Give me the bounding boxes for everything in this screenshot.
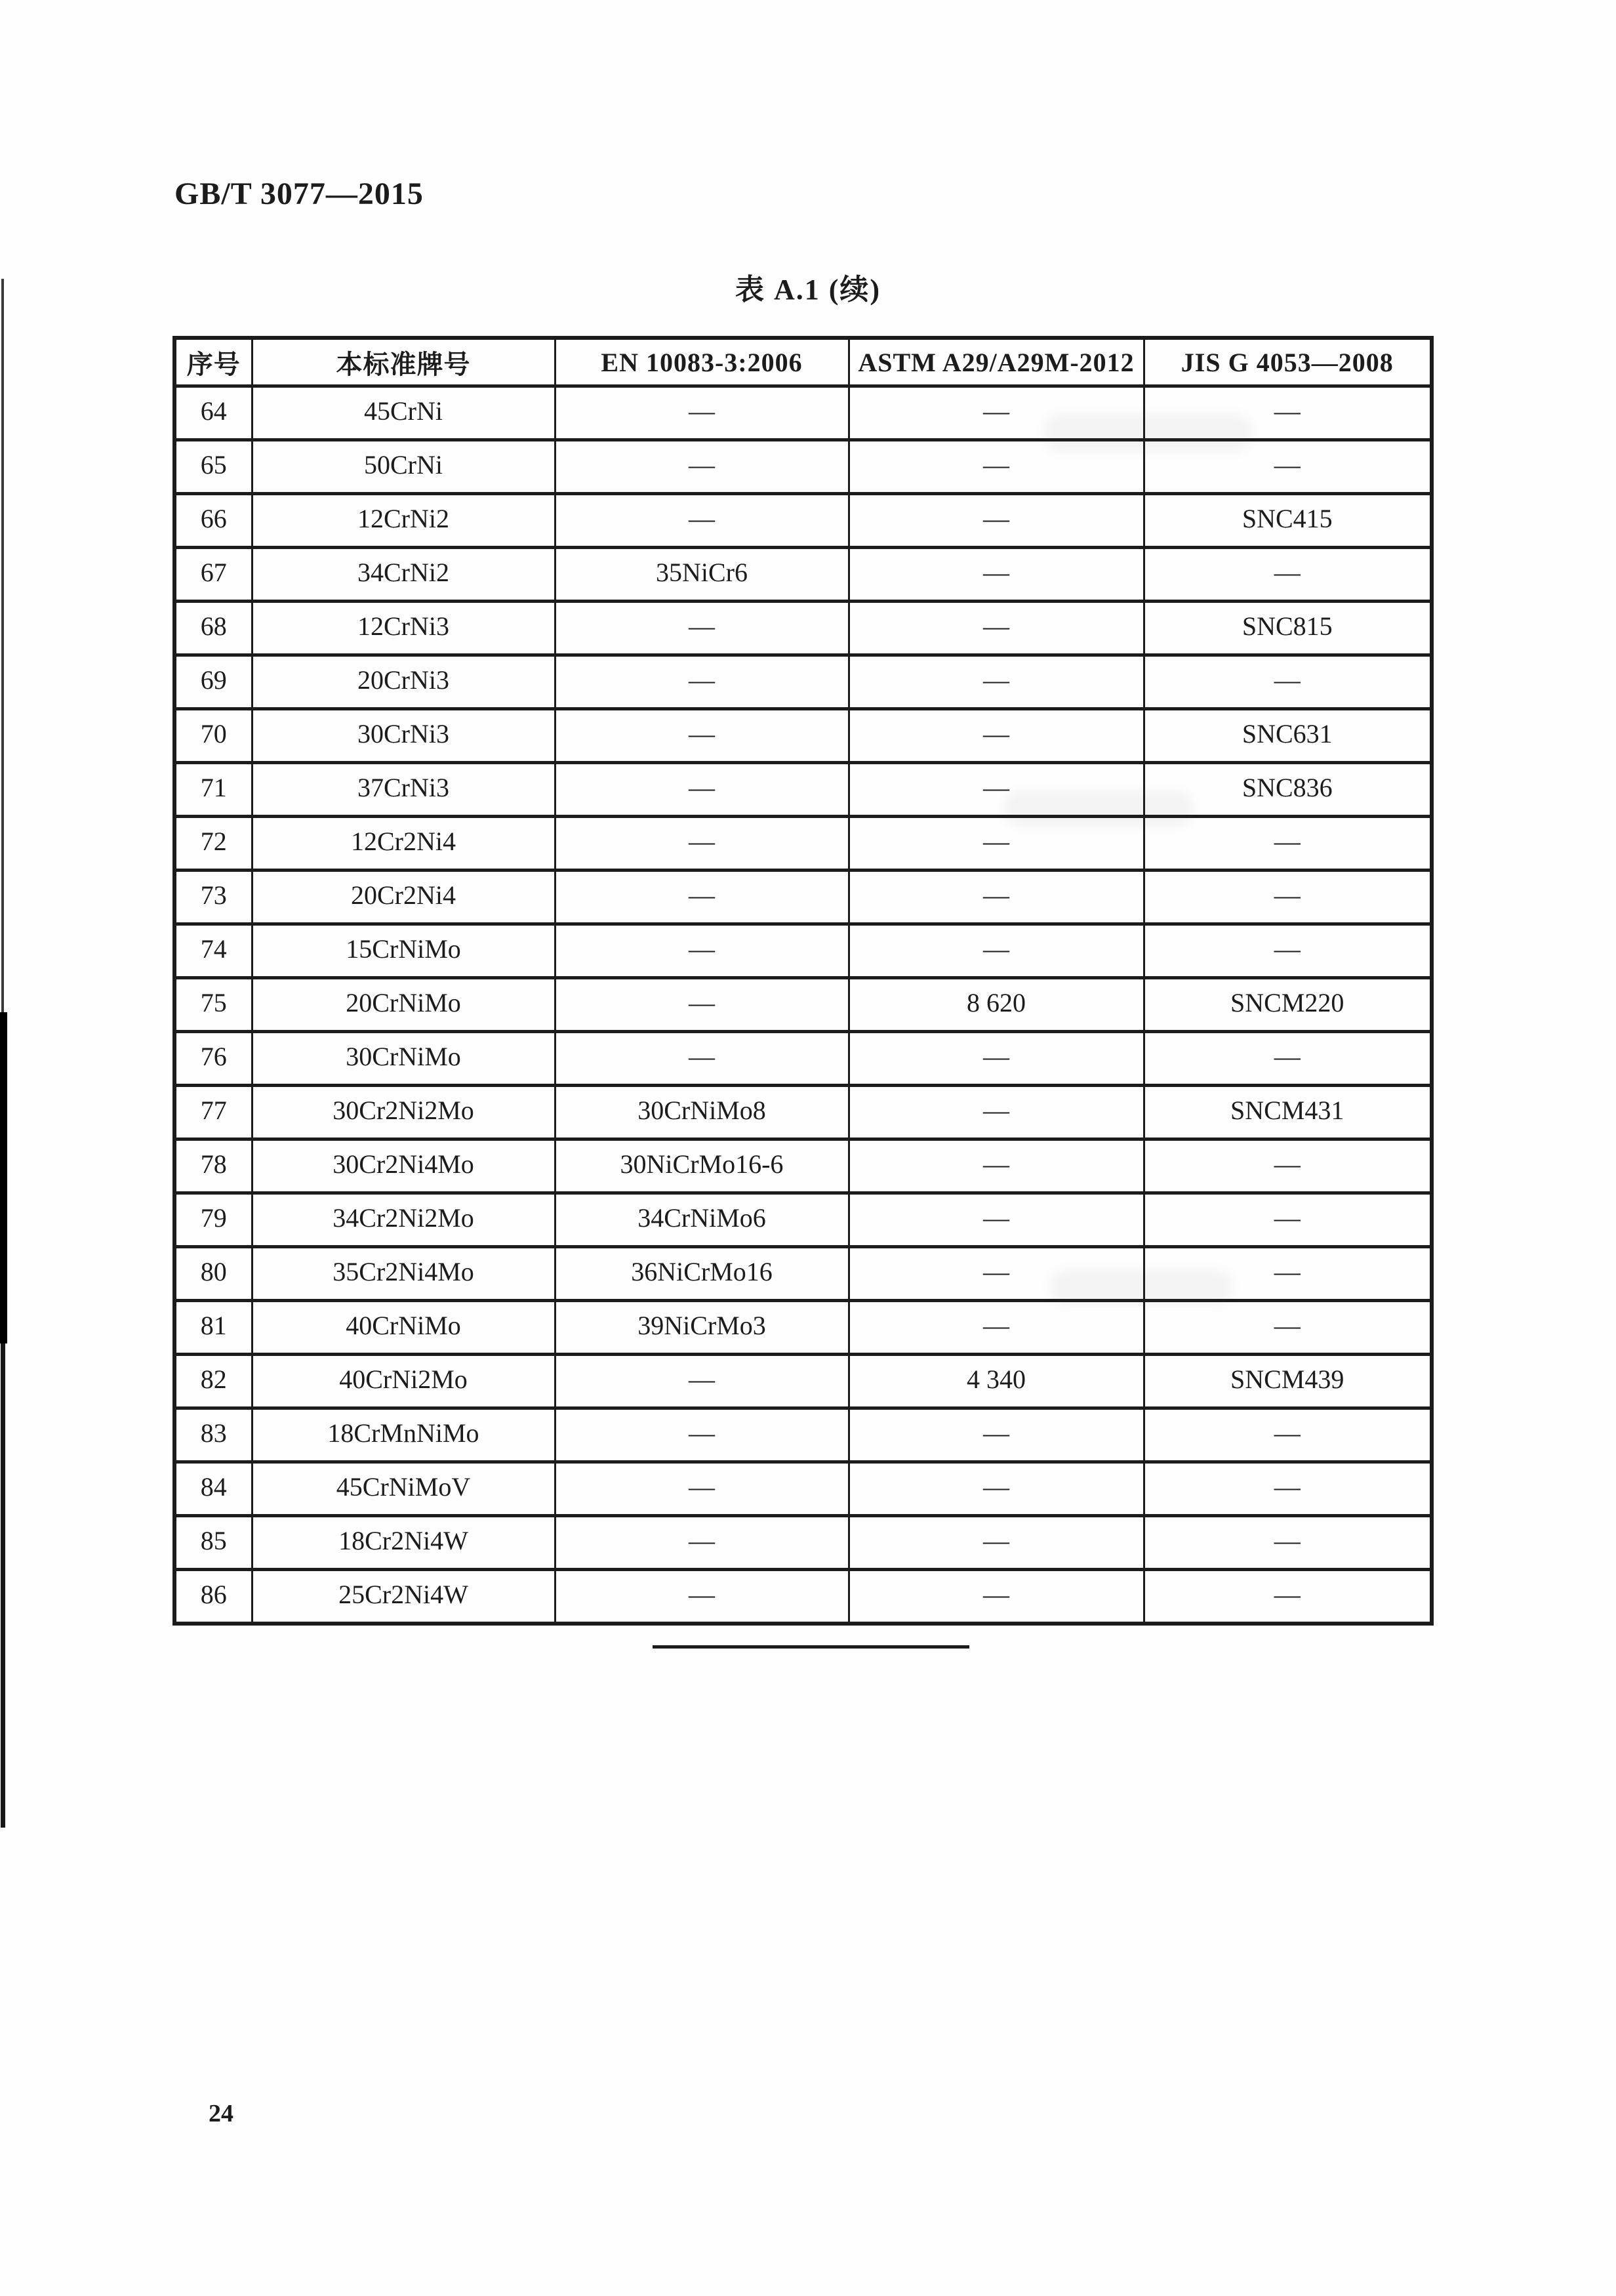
cell-grade: 37CrNi3 (252, 763, 555, 817)
cell-grade: 40CrNi2Mo (252, 1355, 555, 1408)
cell-astm: — (849, 494, 1144, 548)
cell-astm: — (849, 548, 1144, 602)
table-row (174, 763, 1432, 817)
cell-seq: 69 (174, 655, 252, 709)
table-row (174, 924, 1432, 978)
cell-astm: — (849, 1139, 1144, 1193)
table-row (174, 1408, 1432, 1462)
cell-jis: — (1144, 1462, 1432, 1516)
cell-jis: SNCM439 (1144, 1355, 1432, 1408)
table-row (174, 1139, 1432, 1193)
cell-seq: 84 (174, 1462, 252, 1516)
cell-en: — (555, 1462, 849, 1516)
table-row (174, 494, 1432, 548)
cell-jis: — (1144, 924, 1432, 978)
table-row (174, 817, 1432, 871)
table-row (174, 1086, 1432, 1139)
cell-jis: — (1144, 386, 1432, 440)
cell-en: 30NiCrMo16-6 (555, 1139, 849, 1193)
cell-jis: SNC631 (1144, 709, 1432, 763)
cell-en: — (555, 871, 849, 924)
cell-astm: — (849, 602, 1144, 655)
cell-seq: 82 (174, 1355, 252, 1408)
table-row (174, 1301, 1432, 1355)
cell-jis: — (1144, 1570, 1432, 1624)
column-header-grade: 本标准牌号 (252, 338, 555, 386)
cell-en: — (555, 602, 849, 655)
table-row (174, 1247, 1432, 1301)
cell-en: — (555, 709, 849, 763)
cell-seq: 65 (174, 440, 252, 494)
table-row (174, 1032, 1432, 1086)
cell-en: — (555, 763, 849, 817)
table-header (174, 338, 1432, 386)
column-header-jis: JIS G 4053—2008 (1144, 338, 1432, 386)
cell-seq: 81 (174, 1301, 252, 1355)
scan-smudge (1003, 790, 1194, 827)
cell-astm: — (849, 1570, 1144, 1624)
cell-seq: 72 (174, 817, 252, 871)
cell-astm: — (849, 1193, 1144, 1247)
scan-edge-artifact-thin (1, 279, 4, 1012)
table-row (174, 602, 1432, 655)
cell-astm: — (849, 1408, 1144, 1462)
cell-astm: — (849, 1086, 1144, 1139)
cell-en: — (555, 1355, 849, 1408)
cell-astm: — (849, 440, 1144, 494)
cell-jis: — (1144, 817, 1432, 871)
cell-jis: SNCM431 (1144, 1086, 1432, 1139)
cell-astm: — (849, 1247, 1144, 1301)
cell-grade: 45CrNiMoV (252, 1462, 555, 1516)
cell-seq: 71 (174, 763, 252, 817)
cell-seq: 66 (174, 494, 252, 548)
cell-grade: 30CrNiMo (252, 1032, 555, 1086)
cell-en: — (555, 1570, 849, 1624)
cell-en: — (555, 978, 849, 1032)
cell-grade: 30CrNi3 (252, 709, 555, 763)
cell-astm: 4 340 (849, 1355, 1144, 1408)
cell-jis: — (1144, 1301, 1432, 1355)
cell-jis: — (1144, 1032, 1432, 1086)
cell-astm: — (849, 763, 1144, 817)
cell-jis: — (1144, 548, 1432, 602)
cell-en: — (555, 924, 849, 978)
table-row (174, 978, 1432, 1032)
cell-grade: 12CrNi3 (252, 602, 555, 655)
table-caption: 表 A.1 (续) (735, 274, 881, 306)
scan-smudge (1049, 1269, 1233, 1305)
scan-smudge (1043, 413, 1253, 453)
cell-jis: — (1144, 1247, 1432, 1301)
scan-edge-artifact-thick (0, 1012, 7, 1343)
table-row (174, 1462, 1432, 1516)
cell-astm: — (849, 817, 1144, 871)
cell-en: 36NiCrMo16 (555, 1247, 849, 1301)
cell-jis: — (1144, 655, 1432, 709)
table-row (174, 655, 1432, 709)
cell-en: 39NiCrMo3 (555, 1301, 849, 1355)
steel-grade-comparison-table (172, 336, 1434, 1626)
cell-astm: — (849, 1301, 1144, 1355)
cell-seq: 78 (174, 1139, 252, 1193)
cell-astm: — (849, 1462, 1144, 1516)
table-header-row (174, 338, 1432, 386)
cell-jis: SNCM220 (1144, 978, 1432, 1032)
cell-seq: 83 (174, 1408, 252, 1462)
cell-astm: — (849, 924, 1144, 978)
cell-en: — (555, 440, 849, 494)
cell-jis: SNC415 (1144, 494, 1432, 548)
cell-en: — (555, 494, 849, 548)
cell-en: — (555, 1408, 849, 1462)
column-header-en: EN 10083-3:2006 (555, 338, 849, 386)
cell-seq: 74 (174, 924, 252, 978)
end-of-table-rule (653, 1645, 969, 1649)
cell-grade: 34Cr2Ni2Mo (252, 1193, 555, 1247)
cell-en: — (555, 655, 849, 709)
cell-astm: — (849, 1032, 1144, 1086)
cell-grade: 15CrNiMo (252, 924, 555, 978)
cell-jis: — (1144, 871, 1432, 924)
cell-jis: SNC815 (1144, 602, 1432, 655)
column-header-astm: ASTM A29/A29M-2012 (849, 338, 1144, 386)
cell-en: 35NiCr6 (555, 548, 849, 602)
cell-seq: 70 (174, 709, 252, 763)
cell-seq: 67 (174, 548, 252, 602)
table-row (174, 709, 1432, 763)
cell-seq: 80 (174, 1247, 252, 1301)
cell-en: — (555, 1032, 849, 1086)
cell-grade: 20CrNi3 (252, 655, 555, 709)
cell-astm: 8 620 (849, 978, 1144, 1032)
cell-en: — (555, 817, 849, 871)
cell-grade: 34CrNi2 (252, 548, 555, 602)
cell-en: — (555, 1516, 849, 1570)
cell-jis: SNC836 (1144, 763, 1432, 817)
cell-astm: — (849, 386, 1144, 440)
cell-seq: 76 (174, 1032, 252, 1086)
cell-grade: 20CrNiMo (252, 978, 555, 1032)
cell-grade: 45CrNi (252, 386, 555, 440)
table-row (174, 548, 1432, 602)
cell-grade: 18Cr2Ni4W (252, 1516, 555, 1570)
table-row (174, 1516, 1432, 1570)
cell-seq: 64 (174, 386, 252, 440)
cell-en: 30CrNiMo8 (555, 1086, 849, 1139)
cell-grade: 50CrNi (252, 440, 555, 494)
table-row (174, 871, 1432, 924)
cell-seq: 75 (174, 978, 252, 1032)
cell-grade: 30Cr2Ni4Mo (252, 1139, 555, 1193)
table-row (174, 1355, 1432, 1408)
cell-jis: — (1144, 440, 1432, 494)
table-row (174, 1193, 1432, 1247)
cell-en: 34CrNiMo6 (555, 1193, 849, 1247)
cell-grade: 40CrNiMo (252, 1301, 555, 1355)
cell-seq: 73 (174, 871, 252, 924)
cell-grade: 35Cr2Ni4Mo (252, 1247, 555, 1301)
cell-grade: 20Cr2Ni4 (252, 871, 555, 924)
cell-grade: 18CrMnNiMo (252, 1408, 555, 1462)
cell-grade: 25Cr2Ni4W (252, 1570, 555, 1624)
cell-astm: — (849, 1516, 1144, 1570)
column-header-seq: 序号 (174, 338, 252, 386)
cell-seq: 68 (174, 602, 252, 655)
cell-seq: 85 (174, 1516, 252, 1570)
cell-grade: 12Cr2Ni4 (252, 817, 555, 871)
cell-grade: 30Cr2Ni2Mo (252, 1086, 555, 1139)
cell-seq: 77 (174, 1086, 252, 1139)
table-body (174, 386, 1432, 1624)
table-row (174, 1570, 1432, 1624)
cell-astm: — (849, 709, 1144, 763)
standard-doc-code: GB/T 3077—2015 (174, 176, 424, 211)
cell-jis: — (1144, 1193, 1432, 1247)
cell-seq: 79 (174, 1193, 252, 1247)
cell-jis: — (1144, 1516, 1432, 1570)
cell-jis: — (1144, 1139, 1432, 1193)
cell-en: — (555, 386, 849, 440)
cell-astm: — (849, 655, 1144, 709)
scan-edge-artifact-mid (1, 1343, 5, 1828)
cell-astm: — (849, 871, 1144, 924)
cell-jis: — (1144, 1408, 1432, 1462)
cell-grade: 12CrNi2 (252, 494, 555, 548)
cell-seq: 86 (174, 1570, 252, 1624)
page-number: 24 (209, 2100, 233, 2127)
